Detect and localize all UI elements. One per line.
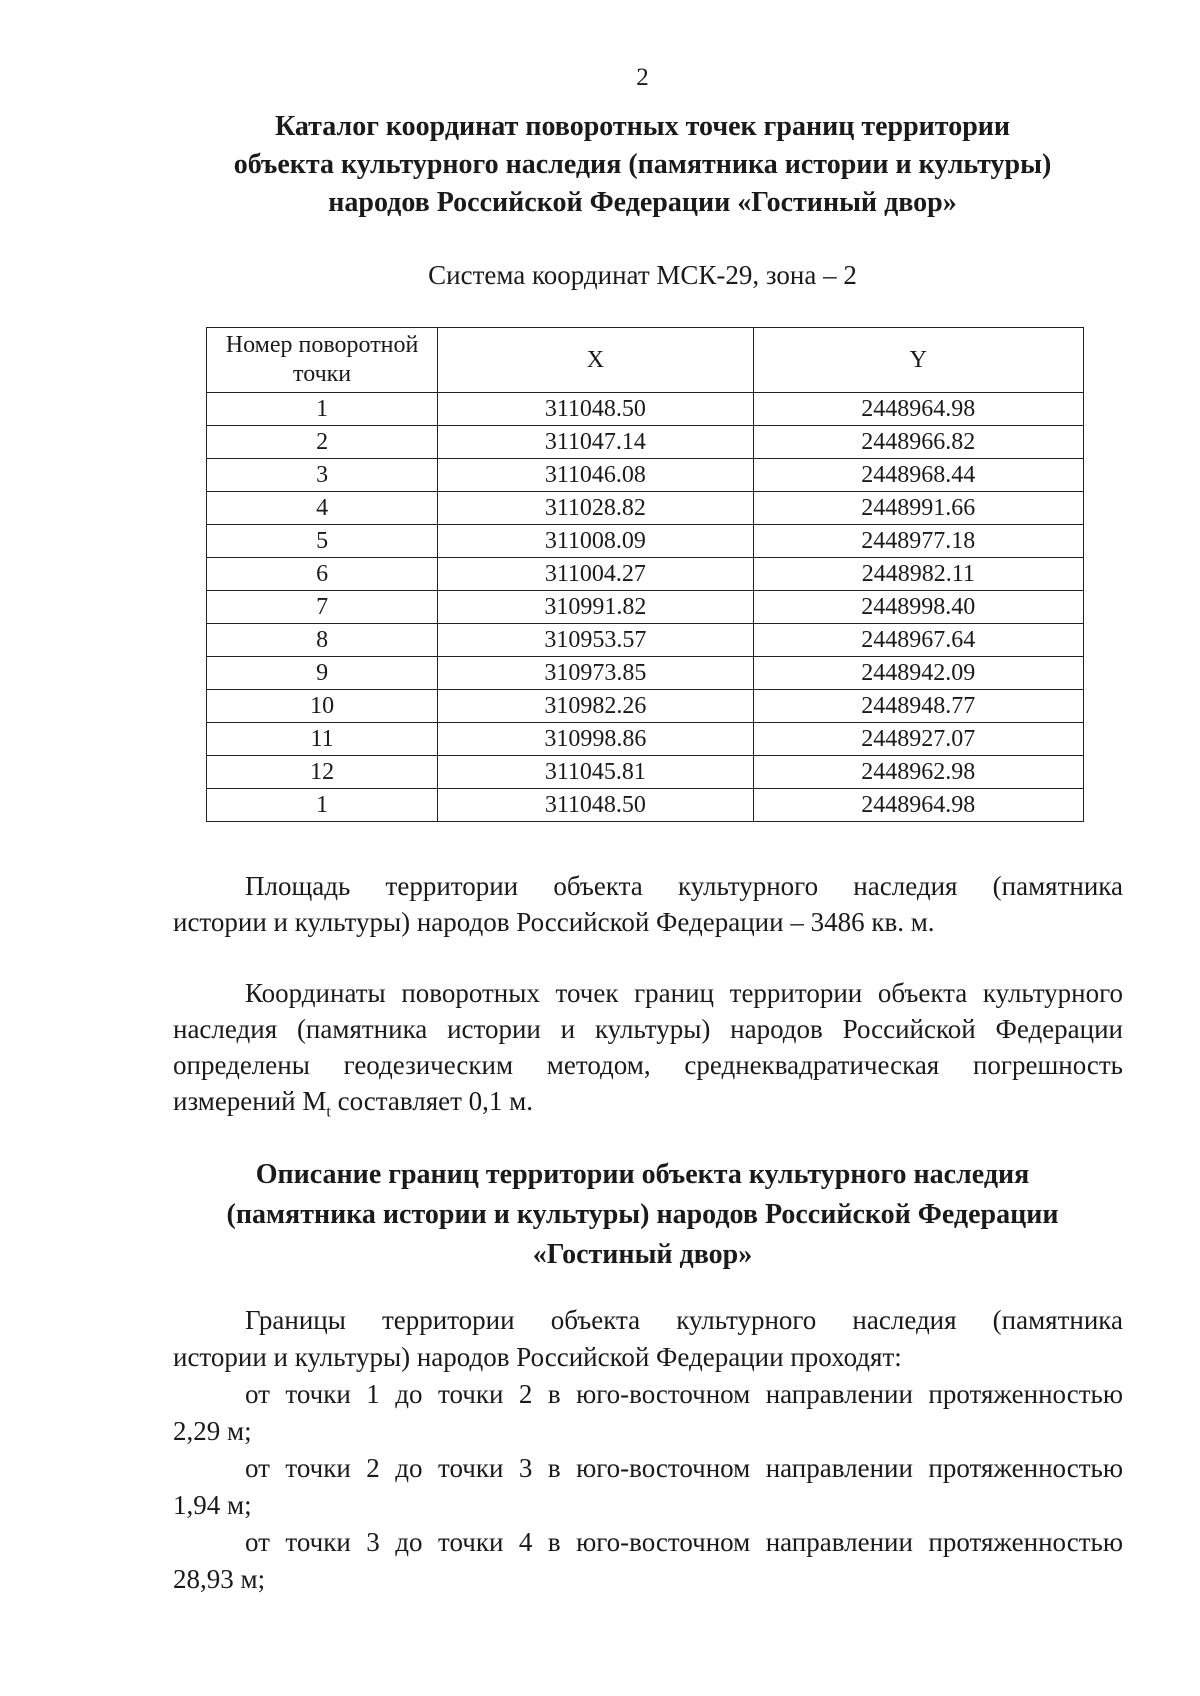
segment-line: от точки 3 до точки 4 в юго-восточном направлении протяженностью [245,1527,1123,1557]
catalog-title-line: народов Российской Федерации «Гостиный двор» [328,187,957,218]
table-row [207,525,1084,558]
point-number-cell: 8 [207,624,438,657]
table-row [207,789,1084,822]
y-cell: 2448942.09 [753,657,1083,690]
point-number-cell: 1 [207,393,438,426]
x-cell: 311048.50 [438,393,753,426]
y-cell: 2448964.98 [753,393,1083,426]
area-paragraph [173,868,1123,940]
x-cell: 311004.27 [438,558,753,591]
table-row [207,591,1084,624]
paragraph-line: истории и культуры) народов Российской Федерации – 3486 кв. м. [173,907,935,937]
segment-line: от точки 2 до точки 3 в юго-восточном направлении протяженностью [245,1453,1123,1483]
table-row [207,393,1084,426]
x-cell: 311028.82 [438,492,753,525]
paragraph-line: истории и культуры) народов Российской Федерации проходят: [173,1342,902,1372]
point-number-cell: 2 [207,426,438,459]
point-number-cell: 1 [207,789,438,822]
paragraph-line: наследия (памятника истории и культуры) народов Российской Федерации [173,1014,1123,1044]
y-cell: 2448967.64 [753,624,1083,657]
header-y: Y [753,328,1083,393]
x-cell: 311008.09 [438,525,753,558]
header-x: X [438,328,753,393]
point-number-cell: 9 [207,657,438,690]
section-title-line: «Гостиный двор» [532,1239,753,1270]
point-number-cell: 7 [207,591,438,624]
accuracy-paragraph [173,975,1123,1130]
x-cell: 310953.57 [438,624,753,657]
segment-length: 2,29 м; [173,1416,252,1446]
paragraph-line: Границы территории объекта культурного наследия (памятника [245,1305,1123,1335]
boundaries-section-title [150,1155,1135,1275]
table-row [207,459,1084,492]
y-cell: 2448966.82 [753,426,1083,459]
x-cell: 310973.85 [438,657,753,690]
coordinates-table [206,327,1084,822]
table-row [207,657,1084,690]
segment-length: 1,94 м; [173,1490,252,1520]
table-row [207,723,1084,756]
table-header-row [207,328,1084,393]
catalog-title-line: объекта культурного наследия (памятника истории и культуры) [233,149,1052,180]
y-cell: 2448962.98 [753,756,1083,789]
point-number-cell: 3 [207,459,438,492]
catalog-title [150,108,1135,222]
table-row [207,756,1084,789]
coordinate-system-subtitle: Система координат МСК-29, зона – 2 [428,260,857,290]
table-row [207,426,1084,459]
paragraph-line: Площадь территории объекта культурного наследия (памятника [245,871,1123,901]
section-title-line: (памятника истории и культуры) народов Российской Федерации [226,1199,1059,1230]
paragraph-line: Координаты поворотных точек границ территории объекта культурного [245,978,1123,1008]
y-cell: 2448964.98 [753,789,1083,822]
measurement-value: составляет 0,1 м. [330,1086,534,1116]
measurement-label: измерений M [173,1086,327,1116]
x-cell: 310991.82 [438,591,753,624]
paragraph-line [173,1083,1123,1130]
point-number-cell: 10 [207,690,438,723]
boundaries-description [173,1302,1123,1598]
y-cell: 2448927.07 [753,723,1083,756]
page-number: 2 [636,64,649,91]
segment-length: 28,93 м; [173,1564,266,1594]
x-cell: 311048.50 [438,789,753,822]
measurement-subscript: t [326,1103,331,1121]
x-cell: 310998.86 [438,723,753,756]
paragraph-line: определены геодезическим методом, среднеквадратическая погрешность [173,1050,1123,1080]
table-row [207,492,1084,525]
point-number-cell: 6 [207,558,438,591]
y-cell: 2448968.44 [753,459,1083,492]
segment-line: от точки 1 до точки 2 в юго-восточном направлении протяженностью [245,1379,1123,1409]
table-row [207,690,1084,723]
point-number-cell: 5 [207,525,438,558]
x-cell: 311047.14 [438,426,753,459]
point-number-cell: 11 [207,723,438,756]
header-point-number: Номер поворотной точки [207,328,438,393]
y-cell: 2448982.11 [753,558,1083,591]
y-cell: 2448948.77 [753,690,1083,723]
x-cell: 311046.08 [438,459,753,492]
x-cell: 311045.81 [438,756,753,789]
table-row [207,558,1084,591]
y-cell: 2448998.40 [753,591,1083,624]
x-cell: 310982.26 [438,690,753,723]
catalog-title-line: Каталог координат поворотных точек границ территории [274,111,1011,142]
y-cell: 2448991.66 [753,492,1083,525]
section-title-line: Описание границ территории объекта культурного наследия [255,1159,1030,1190]
point-number-cell: 12 [207,756,438,789]
point-number-cell: 4 [207,492,438,525]
table-row [207,624,1084,657]
y-cell: 2448977.18 [753,525,1083,558]
